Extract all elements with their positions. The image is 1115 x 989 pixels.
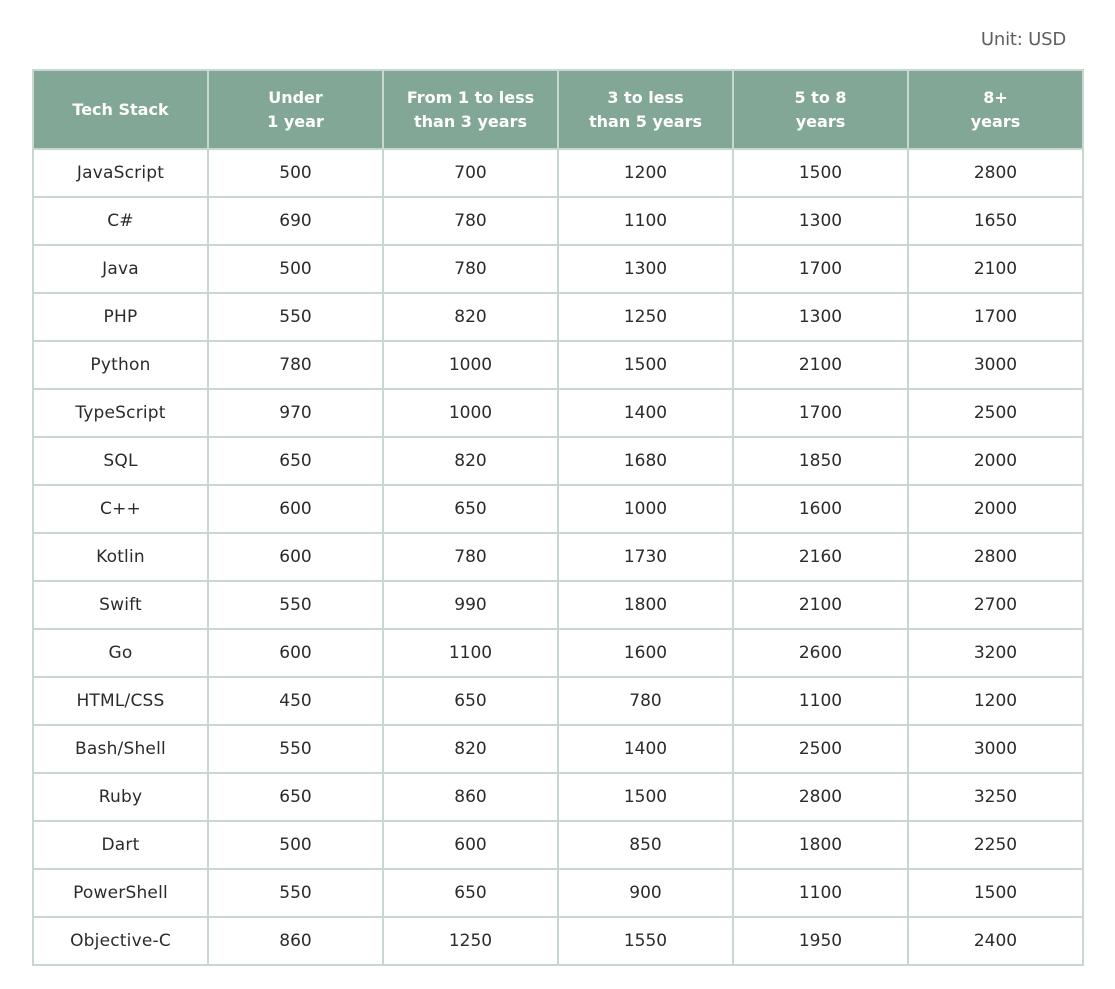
header-row <box>33 70 1083 149</box>
salary-cell: 1250 <box>383 917 558 965</box>
salary-cell: 1700 <box>908 293 1083 341</box>
salary-cell: 650 <box>208 437 383 485</box>
salary-cell: 820 <box>383 293 558 341</box>
salary-cell: 1000 <box>383 389 558 437</box>
column-header-line: From 1 to less <box>406 87 535 107</box>
tech-stack-cell: C++ <box>33 485 208 533</box>
salary-cell: 3000 <box>908 725 1083 773</box>
salary-cell: 850 <box>558 821 733 869</box>
salary-cell: 2250 <box>908 821 1083 869</box>
salary-cell: 2500 <box>908 389 1083 437</box>
salary-cell: 550 <box>208 293 383 341</box>
salary-cell: 2600 <box>733 629 908 677</box>
salary-cell: 2800 <box>908 533 1083 581</box>
table-row <box>33 869 1083 917</box>
salary-cell: 2500 <box>733 725 908 773</box>
column-header-line: years <box>795 111 846 131</box>
tech-stack-cell: Objective-C <box>33 917 208 965</box>
salary-cell: 3250 <box>908 773 1083 821</box>
table-row <box>33 149 1083 197</box>
salary-cell: 1400 <box>558 725 733 773</box>
tech-stack-cell: SQL <box>33 437 208 485</box>
column-header-line: 1 year <box>267 111 324 131</box>
salary-cell: 1300 <box>733 197 908 245</box>
salary-cell: 1600 <box>733 485 908 533</box>
salary-cell: 550 <box>208 725 383 773</box>
salary-cell: 990 <box>383 581 558 629</box>
salary-cell: 1680 <box>558 437 733 485</box>
column-header-line: 3 to less <box>607 87 684 107</box>
salary-cell: 1500 <box>733 149 908 197</box>
tech-stack-cell: Python <box>33 341 208 389</box>
salary-cell: 1200 <box>908 677 1083 725</box>
table-row <box>33 293 1083 341</box>
salary-cell: 650 <box>208 773 383 821</box>
tech-stack-cell: TypeScript <box>33 389 208 437</box>
salary-cell: 780 <box>208 341 383 389</box>
salary-cell: 2800 <box>908 149 1083 197</box>
salary-cell: 1100 <box>733 677 908 725</box>
salary-cell: 780 <box>558 677 733 725</box>
salary-cell: 600 <box>208 533 383 581</box>
salary-cell: 2400 <box>908 917 1083 965</box>
column-header-line: Tech Stack <box>72 99 169 119</box>
salary-cell: 1650 <box>908 197 1083 245</box>
column-header-line: than 5 years <box>589 111 702 131</box>
salary-cell: 1550 <box>558 917 733 965</box>
column-header-1-to-3-years <box>383 70 558 149</box>
salary-cell: 860 <box>208 917 383 965</box>
salary-cell: 1000 <box>383 341 558 389</box>
salary-cell: 1300 <box>733 293 908 341</box>
column-header-line: years <box>970 111 1021 131</box>
column-header-tech-stack <box>33 70 208 149</box>
salary-cell: 1600 <box>558 629 733 677</box>
salary-cell: 600 <box>208 485 383 533</box>
salary-cell: 1500 <box>908 869 1083 917</box>
salary-cell: 500 <box>208 149 383 197</box>
salary-cell: 1730 <box>558 533 733 581</box>
salary-cell: 650 <box>383 677 558 725</box>
salary-cell: 600 <box>208 629 383 677</box>
salary-cell: 1250 <box>558 293 733 341</box>
table-row <box>33 533 1083 581</box>
tech-stack-cell: Java <box>33 245 208 293</box>
table-row <box>33 773 1083 821</box>
table-row <box>33 917 1083 965</box>
tech-stack-cell: Go <box>33 629 208 677</box>
tech-stack-cell: Dart <box>33 821 208 869</box>
salary-cell: 900 <box>558 869 733 917</box>
tech-stack-cell: Swift <box>33 581 208 629</box>
salary-cell: 820 <box>383 725 558 773</box>
salary-cell: 1700 <box>733 245 908 293</box>
column-header-line: 8+ <box>983 87 1008 107</box>
table-row <box>33 437 1083 485</box>
salary-cell: 2000 <box>908 437 1083 485</box>
tech-stack-cell: Ruby <box>33 773 208 821</box>
salary-cell: 1950 <box>733 917 908 965</box>
salary-cell: 2160 <box>733 533 908 581</box>
table-row <box>33 677 1083 725</box>
column-header-3-to-5-years <box>558 70 733 149</box>
salary-cell: 1000 <box>558 485 733 533</box>
salary-cell: 2100 <box>733 341 908 389</box>
table-row <box>33 389 1083 437</box>
column-header-under-1-year <box>208 70 383 149</box>
salary-cell: 1500 <box>558 341 733 389</box>
table-row <box>33 581 1083 629</box>
salary-table <box>32 69 1084 966</box>
salary-cell: 1300 <box>558 245 733 293</box>
salary-cell: 500 <box>208 821 383 869</box>
salary-cell: 780 <box>383 197 558 245</box>
table-row <box>33 197 1083 245</box>
salary-cell: 780 <box>383 245 558 293</box>
salary-cell: 600 <box>383 821 558 869</box>
tech-stack-cell: JavaScript <box>33 149 208 197</box>
salary-cell: 1500 <box>558 773 733 821</box>
salary-cell: 3200 <box>908 629 1083 677</box>
salary-cell: 2100 <box>733 581 908 629</box>
salary-cell: 780 <box>383 533 558 581</box>
salary-cell: 550 <box>208 869 383 917</box>
table-row <box>33 341 1083 389</box>
salary-cell: 1100 <box>558 197 733 245</box>
tech-stack-cell: PowerShell <box>33 869 208 917</box>
salary-cell: 1200 <box>558 149 733 197</box>
salary-cell: 1100 <box>383 629 558 677</box>
tech-stack-cell: C# <box>33 197 208 245</box>
salary-cell: 650 <box>383 485 558 533</box>
salary-cell: 820 <box>383 437 558 485</box>
salary-cell: 2700 <box>908 581 1083 629</box>
salary-cell: 1800 <box>733 821 908 869</box>
tech-stack-cell: PHP <box>33 293 208 341</box>
column-header-line: Under <box>268 87 323 107</box>
unit-label: Unit: USD <box>980 29 1066 50</box>
tech-stack-cell: HTML/CSS <box>33 677 208 725</box>
salary-cell: 2000 <box>908 485 1083 533</box>
salary-cell: 1400 <box>558 389 733 437</box>
salary-cell: 1700 <box>733 389 908 437</box>
tech-stack-cell: Bash/Shell <box>33 725 208 773</box>
table-row <box>33 725 1083 773</box>
salary-cell: 550 <box>208 581 383 629</box>
column-header-8-plus-years <box>908 70 1083 149</box>
salary-cell: 1850 <box>733 437 908 485</box>
salary-cell: 1800 <box>558 581 733 629</box>
column-header-line: than 3 years <box>414 111 527 131</box>
salary-cell: 690 <box>208 197 383 245</box>
salary-cell: 970 <box>208 389 383 437</box>
table-row <box>33 629 1083 677</box>
salary-cell: 450 <box>208 677 383 725</box>
column-header-5-to-8-years <box>733 70 908 149</box>
salary-cell: 2100 <box>908 245 1083 293</box>
column-header-line: 5 to 8 <box>794 87 847 107</box>
salary-cell: 860 <box>383 773 558 821</box>
salary-cell: 2800 <box>733 773 908 821</box>
salary-cell: 3000 <box>908 341 1083 389</box>
salary-cell: 650 <box>383 869 558 917</box>
table-row <box>33 821 1083 869</box>
salary-cell: 700 <box>383 149 558 197</box>
salary-cell: 500 <box>208 245 383 293</box>
table-body <box>33 149 1083 965</box>
table-row <box>33 245 1083 293</box>
table-row <box>33 485 1083 533</box>
tech-stack-cell: Kotlin <box>33 533 208 581</box>
salary-cell: 1100 <box>733 869 908 917</box>
